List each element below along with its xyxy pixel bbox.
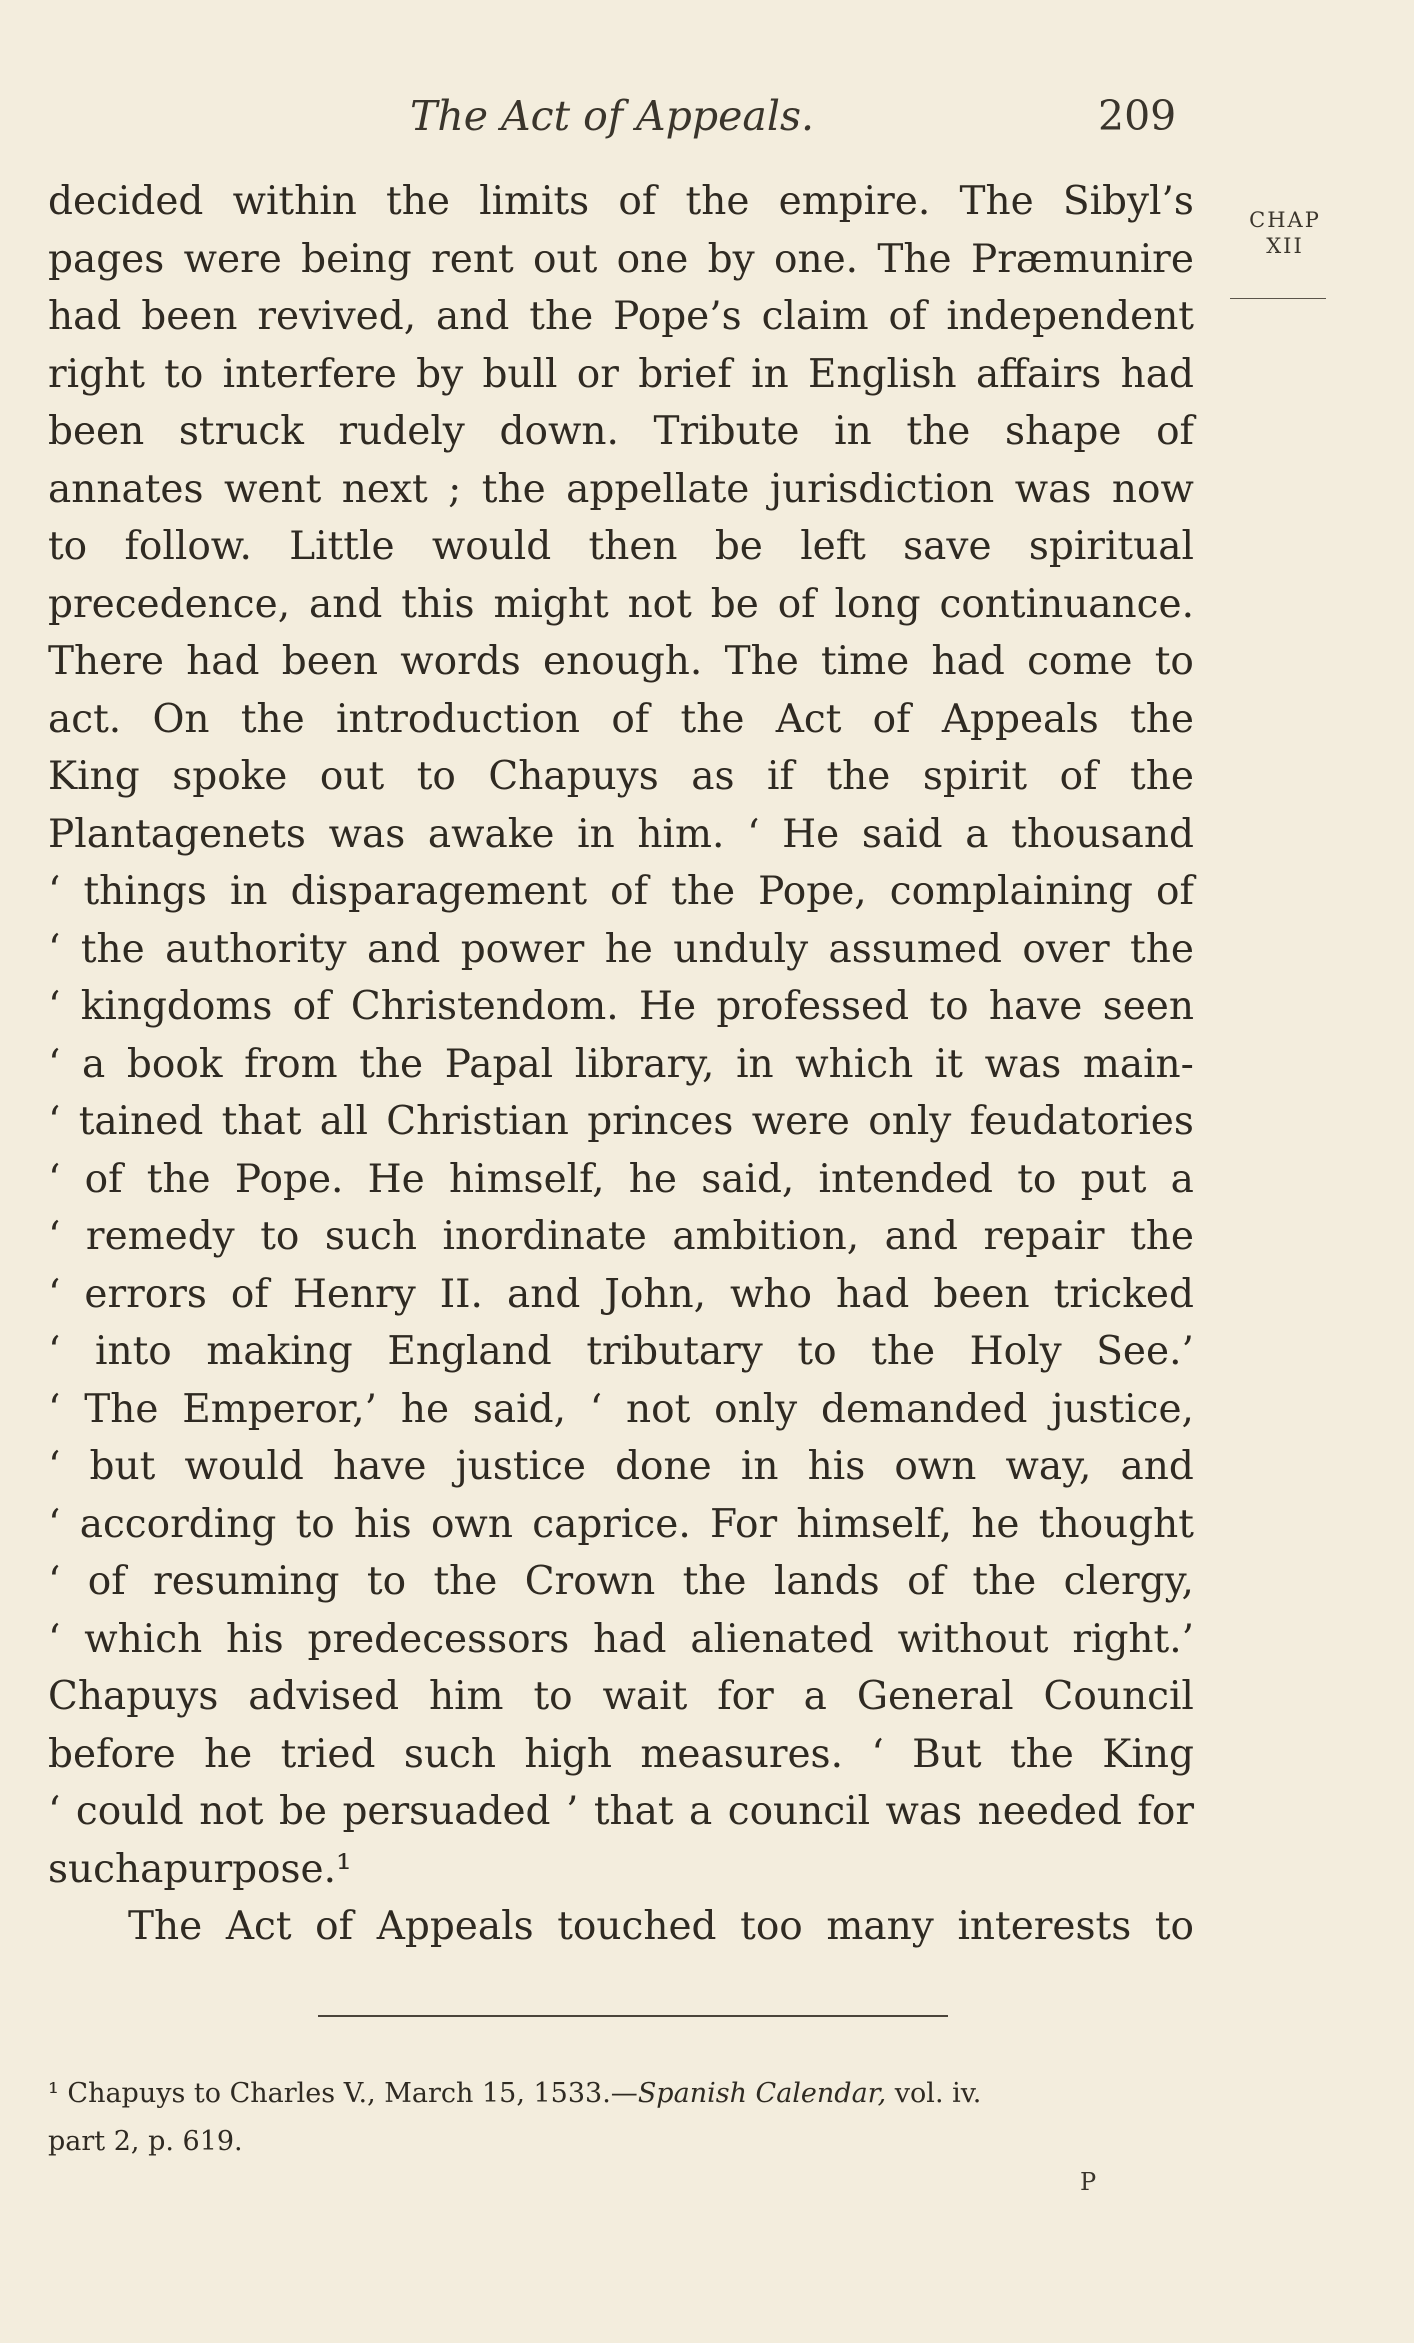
text-line: ‘ remedy to such inordinate ambition, and repair the	[48, 1214, 1194, 1259]
text-line: ‘ errors of Henry II. and John, who had been tricked	[48, 1271, 1194, 1317]
page-number: 209	[1098, 92, 1177, 140]
footnote	[48, 2070, 1208, 2166]
footnote-marker: ¹	[48, 2078, 59, 2109]
body-text	[48, 173, 1194, 1956]
footnote-line-2: part 2, p. 619.	[48, 2126, 243, 2157]
text-line: before he tried such high measures. ‘ But the King	[48, 1731, 1194, 1777]
text-line: ‘ of resuming to the Crown the lands of the clergy,	[48, 1559, 1194, 1604]
text-line: There had been words enough. The time had come to	[48, 639, 1194, 684]
running-head: The Act of Appeals.	[410, 92, 815, 140]
text-line: ‘ could not be persuaded ’ that a council was needed for	[48, 1789, 1194, 1834]
text-line: ‘ things in disparagement of the Pope, complaining of	[48, 869, 1194, 914]
footnote-line-1	[48, 2070, 1208, 2118]
signature-mark: P	[1080, 2168, 1097, 2196]
text-line: ‘ kingdoms of Christendom. He professed to have seen	[48, 984, 1194, 1029]
text-line: had been revived, and the Pope’s claim of independent	[48, 294, 1194, 339]
text-line: ‘ into making England tributary to the Holy See.’	[48, 1329, 1194, 1374]
chapter-number: XII	[1266, 234, 1304, 258]
text-line: King spoke out to Chapuys as if the spirit of the	[48, 754, 1194, 799]
text-line: decided within the limits of the empire. The Sibyl’s	[48, 179, 1194, 224]
text-line: Plantagenets was awake in him. ‘ He said a thousand	[48, 811, 1194, 857]
text-line: ‘ tained that all Christian princes were only feudatories	[48, 1099, 1194, 1144]
text-line: ‘ a book from the Papal library, in which it was main-	[48, 1041, 1194, 1087]
text-line: been struck rudely down. Tribute in the shape of	[48, 409, 1194, 454]
text-line: ‘ according to his own caprice. For himself, he thought	[48, 1501, 1194, 1547]
text-line: right to interfere by bull or brief in English affairs had	[48, 351, 1194, 397]
text-line: ‘ The Emperor,’ he said, ‘ not only demanded justice,	[48, 1386, 1194, 1432]
footnote-rule	[318, 2015, 948, 2017]
margin-rule	[1230, 298, 1326, 299]
text-line: Chapuys advised him to wait for a General Council	[48, 1674, 1194, 1719]
chapter-label: CHAP	[1249, 208, 1321, 232]
text-line: such a purpose.¹	[48, 1846, 352, 1892]
text-line: precedence, and this might not be of long continuance.	[48, 581, 1194, 627]
text-line: to follow. Little would then be left save spiritual	[48, 524, 1194, 569]
footnote-text: Chapuys to Charles V., March 15, 1533.—	[58, 2078, 638, 2109]
text-line: ‘ but would have justice done in his own way, and	[48, 1444, 1194, 1489]
text-line: pages were being rent out one by one. The Præmunire	[48, 236, 1194, 282]
text-line: ‘ of the Pope. He himself, he said, intended to put a	[48, 1156, 1194, 1202]
footnote-text-end: vol. iv.	[886, 2078, 982, 2109]
text-line: The Act of Appeals touched too many interests to	[128, 1904, 1194, 1949]
text-line: act. On the introduction of the Act of Appeals the	[48, 696, 1194, 742]
footnote-source: Spanish Calendar,	[637, 2078, 887, 2109]
text-line: annates went next ; the appellate jurisdiction was now	[48, 466, 1194, 512]
chapter-marginal-note	[1240, 208, 1330, 258]
text-line: ‘ which his predecessors had alienated without right.’	[48, 1616, 1194, 1662]
text-line: ‘ the authority and power he unduly assumed over the	[48, 926, 1194, 972]
